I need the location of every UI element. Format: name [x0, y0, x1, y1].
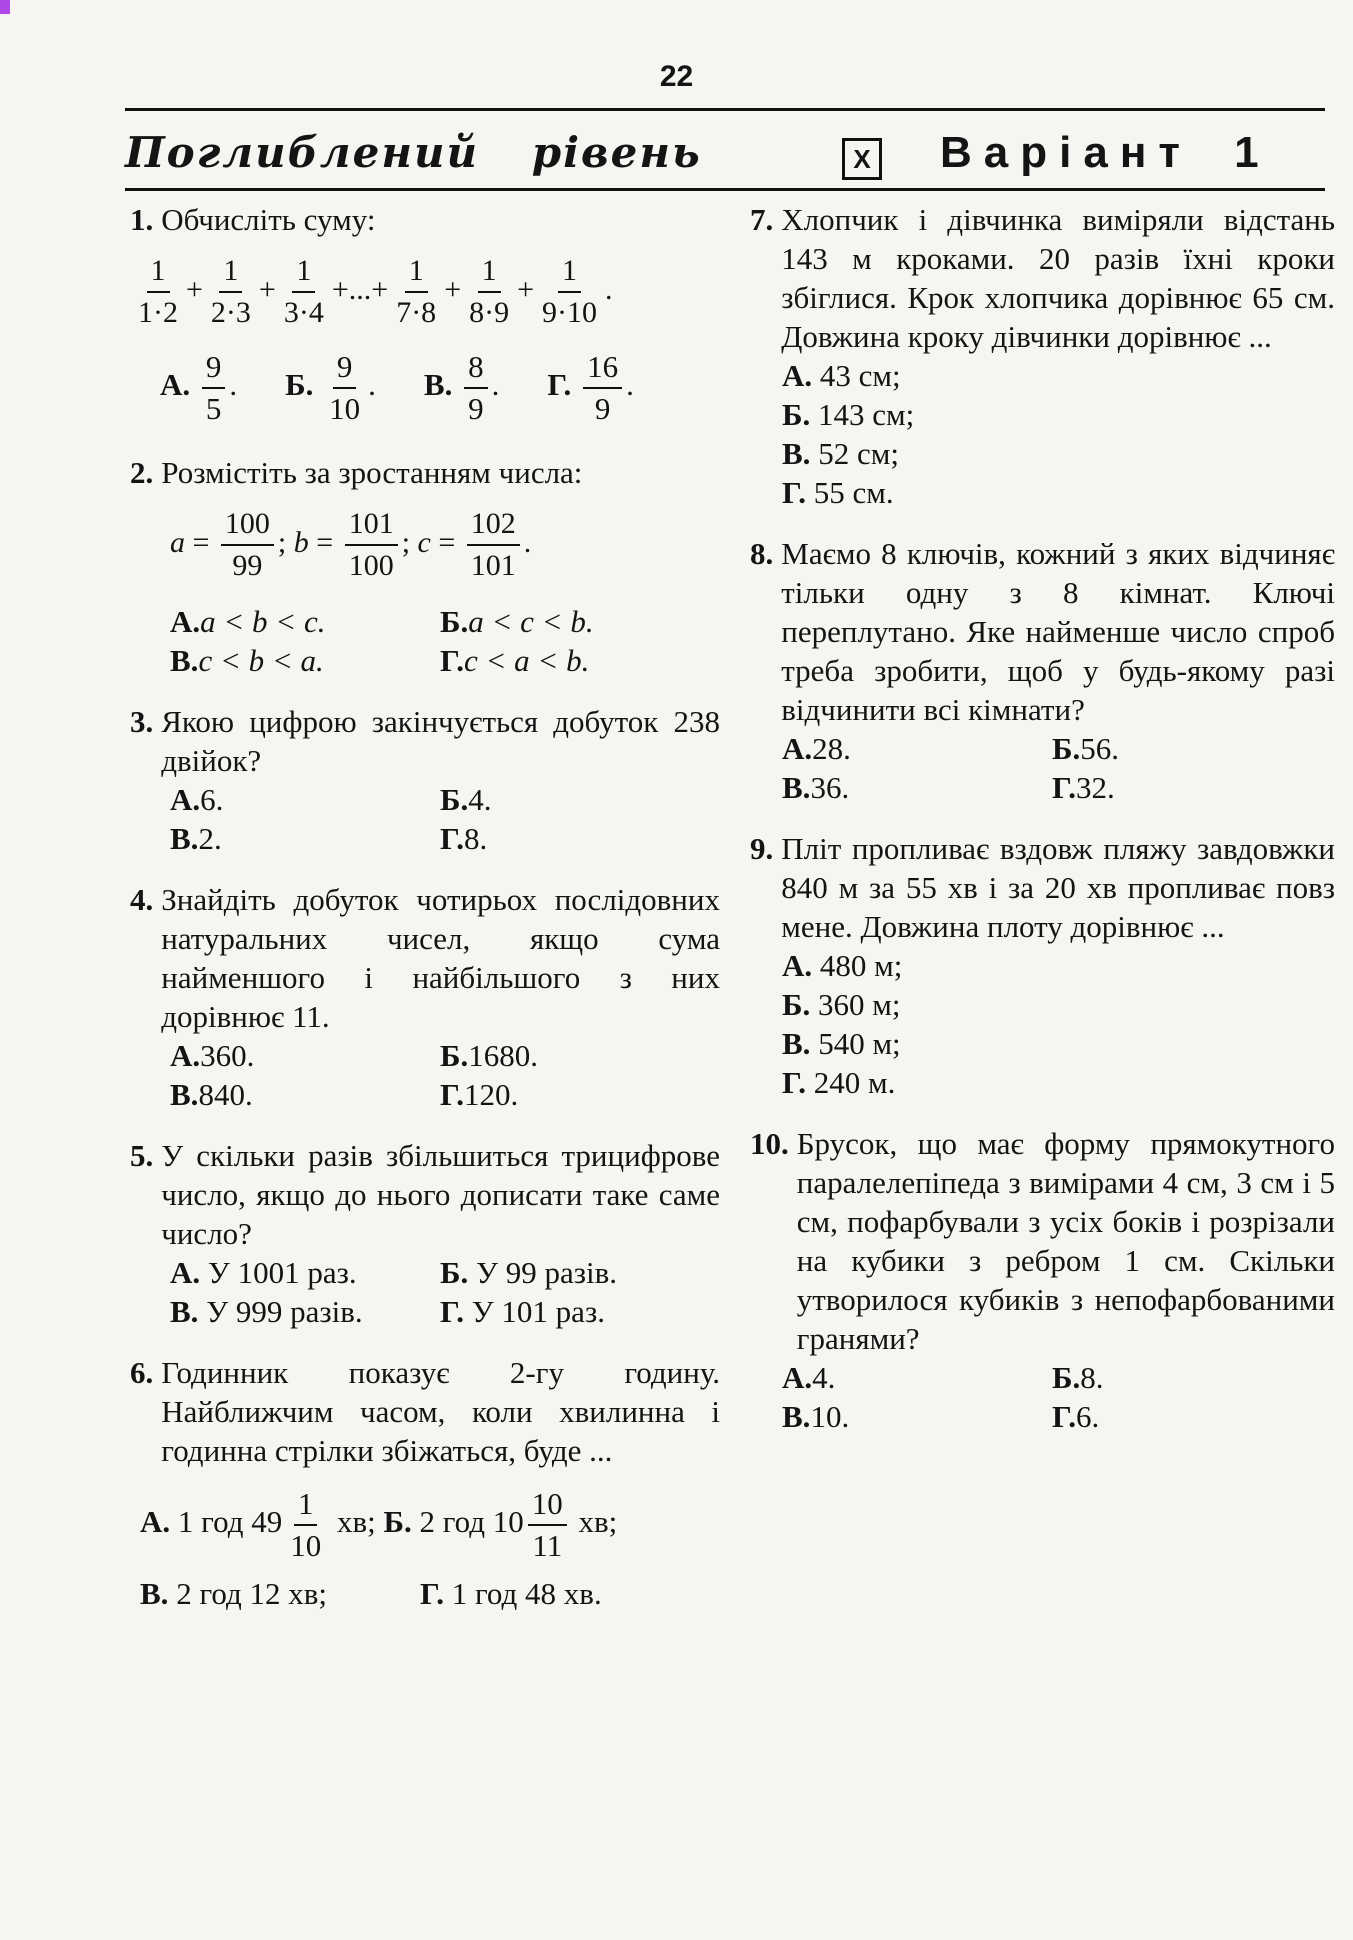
option-c[interactable]: В. 2 год 12 хв;: [140, 1576, 328, 1611]
answer-options: [750, 356, 1335, 512]
answer-options: [750, 1358, 1335, 1436]
option-d[interactable]: Г. $\frac{16}{9}$ .: [547, 349, 634, 426]
question-text: Брусок, що має форму прямокутного паралелепіпеда з вимірами 4 см, 3 см і 5 см, пофарбували з усіх боків і розрізали на кубики з ребром 1 см. Скільки утворилося кубиків з непофарбованими гранями?: [796, 1126, 1335, 1356]
option-c[interactable]: В.c < b < a.: [170, 643, 324, 678]
answer-options: [750, 729, 1335, 807]
option-a[interactable]: А. У 1001 раз.: [170, 1255, 357, 1290]
page-number: 22: [659, 60, 694, 93]
fraction: $\frac{1}{3\cdot 4}$: [283, 254, 324, 329]
question-number: 1.: [130, 202, 154, 237]
fraction: $\frac{101}{100}$: [345, 506, 398, 584]
option-a[interactable]: А.28.: [782, 731, 851, 766]
option-a[interactable]: А. $\frac{9}{5}$ .: [160, 349, 238, 426]
option-a[interactable]: А.360.: [170, 1038, 255, 1073]
question-text: Знайдіть добуток чотирьох послідовних натуральних чисел, якщо сума найменшого і найбільшого з них дорівнює 11.: [161, 882, 720, 1034]
question-3: [130, 702, 720, 858]
option-d[interactable]: Г.120.: [440, 1077, 519, 1112]
question-text: Пліт пропливає вздовж пляжу завдовжки 840 м за 55 хв і за 20 хв пропливає повз мене. Довжина плоту дорівнює ...: [781, 831, 1335, 944]
question-text: Годинник показує 2-гу годину. Найближчим часом, коли хвилинна і годинна стрілки збіжаться, буде ...: [161, 1355, 720, 1468]
option-d[interactable]: Г.c < a < b.: [440, 643, 590, 678]
variant-checkbox: X: [842, 138, 882, 180]
question-number: 6.: [130, 1355, 154, 1390]
option-a[interactable]: А. 480 м;: [782, 948, 903, 983]
answer-options: [130, 602, 720, 680]
fraction: $\frac{1}{1\cdot 2}$: [138, 254, 178, 329]
fraction: $\frac{100}{99}$: [221, 506, 274, 584]
header-top-rule: [125, 108, 1325, 111]
question-number: 8.: [750, 536, 774, 571]
question-text: Якою цифрою закінчується добуток 238 двійок?: [161, 704, 720, 778]
answer-options: [130, 1253, 720, 1331]
question-9: [750, 829, 1335, 1102]
fraction: $\frac{1}{8\cdot 9}$: [469, 254, 510, 329]
option-d[interactable]: Г. 240 м.: [782, 1065, 896, 1100]
option-c[interactable]: В.36.: [782, 770, 850, 805]
question-2: [130, 453, 720, 680]
option-a[interactable]: А.a < b < c.: [170, 604, 326, 639]
option-b[interactable]: Б.1680.: [440, 1038, 538, 1073]
question-text: Обчисліть суму:: [161, 202, 376, 237]
option-b[interactable]: Б. 360 м;: [782, 987, 901, 1022]
option-b[interactable]: Б.56.: [1052, 731, 1119, 766]
answer-options-row-2: [130, 1574, 720, 1613]
option-b[interactable]: Б.4.: [440, 782, 492, 817]
fraction: $\frac{1}{2\cdot 3}$: [210, 254, 251, 329]
option-c[interactable]: В. $\frac{8}{9}$ .: [423, 349, 500, 426]
answer-options-row-1: [140, 1486, 720, 1564]
question-number: 10.: [750, 1126, 789, 1161]
option-b[interactable]: Б. 2 год 10 $\frac{10}{11}$ хв;: [383, 1486, 618, 1563]
question-text: Хлопчик і дівчинка виміряли відстань 143 м кроками. 20 разів їхні кроки збіглися. Крок хлопчика дорівнює 65 см. Довжина кроку дівчинки дорівнює ...: [781, 202, 1335, 354]
option-d[interactable]: Г. У 101 раз.: [440, 1294, 605, 1329]
fraction: $\frac{1}{9\cdot 10}$: [542, 254, 598, 329]
question-text: Розмістіть за зростанням числа:: [161, 455, 583, 490]
fraction: $\frac{102}{101}$: [467, 506, 520, 584]
question-number: 7.: [750, 202, 774, 237]
question-4: [130, 880, 720, 1114]
question-number: 5.: [130, 1138, 154, 1173]
question-text: У скільки разів збільшиться трицифрове число, якщо до нього дописати таке саме число?: [161, 1138, 720, 1251]
answer-options: [130, 1036, 720, 1114]
question-6: [130, 1353, 720, 1613]
question-1: [130, 200, 720, 427]
option-a[interactable]: А. 1 год 49 $\frac{1}{10}$ хв;: [140, 1486, 376, 1563]
numbers-formula: a = $\frac{100}{99}$ ; b = $\frac{101}{100}$ ; c = $\frac{102}{101}$ .: [170, 507, 532, 582]
option-b[interactable]: Б.a < c < b.: [440, 604, 594, 639]
question-number: 2.: [130, 455, 154, 490]
level-title: Поглиблений рівень: [125, 128, 702, 177]
left-column: [130, 200, 720, 1635]
option-a[interactable]: А. 43 см;: [782, 358, 901, 393]
answer-options: [130, 349, 720, 427]
option-d[interactable]: Г.6.: [1052, 1399, 1100, 1434]
option-b[interactable]: Б.8.: [1052, 1360, 1104, 1395]
option-d[interactable]: Г. 55 см.: [782, 475, 894, 510]
right-column: [750, 200, 1335, 1458]
answer-options: [130, 780, 720, 858]
option-c[interactable]: В. У 999 разів.: [170, 1294, 363, 1329]
option-a[interactable]: А.6.: [170, 782, 224, 817]
question-10: [750, 1124, 1335, 1436]
option-b[interactable]: Б. 143 см;: [782, 397, 915, 432]
variant-title: Варіант 1: [940, 128, 1271, 177]
question-5: [130, 1136, 720, 1331]
option-d[interactable]: Г.8.: [440, 821, 488, 856]
ellipsis: +...+: [331, 272, 389, 306]
question-7: [750, 200, 1335, 512]
option-c[interactable]: В.2.: [170, 821, 222, 856]
question-8: [750, 534, 1335, 807]
question-number: 9.: [750, 831, 774, 866]
option-d[interactable]: Г. 1 год 48 хв.: [420, 1576, 602, 1611]
header-bottom-rule: [125, 188, 1325, 191]
option-b[interactable]: Б. $\frac{9}{10}$ .: [285, 349, 376, 426]
answer-options: [750, 946, 1335, 1102]
option-d[interactable]: Г.32.: [1052, 770, 1115, 805]
option-c[interactable]: В. 540 м;: [782, 1026, 901, 1061]
option-a[interactable]: А.4.: [782, 1360, 836, 1395]
fraction: $\frac{1}{7\cdot 8}$: [396, 254, 437, 329]
question-text: Маємо 8 ключів, кожний з яких відчиняє тільки одну з 8 кімнат. Ключі переплутано. Яке найменше число спроб треба зробити, щоб у будь-якому разі відчинити всі кімнати?: [781, 536, 1335, 727]
question-number: 3.: [130, 704, 154, 739]
purple-stain: [0, 0, 10, 14]
sum-formula: $\frac{1}{1\cdot 2}$ + $\frac{1}{2\cdot 3}$ + $\frac{1}{3\cdot 4}$ +...+ $\frac{1}{7\cdot 8}$ + $\frac{1}{8\cdot 9}$ + $\frac{1}{9\cdot 10}$ .: [130, 253, 720, 331]
option-c[interactable]: В. 52 см;: [782, 436, 899, 471]
option-b[interactable]: Б. У 99 разів.: [440, 1255, 617, 1290]
option-c[interactable]: В.10.: [782, 1399, 850, 1434]
option-c[interactable]: В.840.: [170, 1077, 253, 1112]
question-number: 4.: [130, 882, 154, 917]
